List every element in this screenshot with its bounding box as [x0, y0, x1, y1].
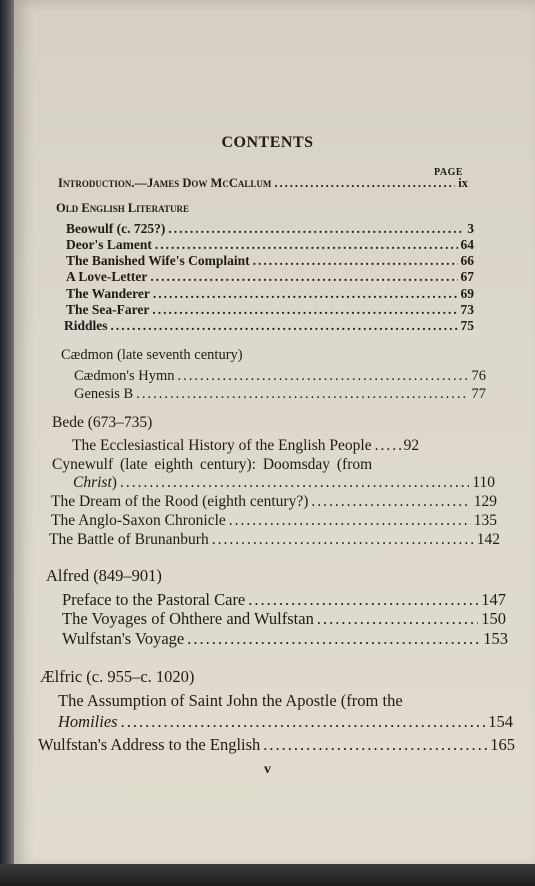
section-heading-caedmon: Cædmon (late seventh century) — [61, 347, 243, 363]
leader-dots — [168, 221, 464, 237]
entry-title: Riddles — [64, 318, 108, 333]
section-heading-old-english: Old English Literature — [56, 201, 190, 215]
toc-entry — [66, 237, 474, 253]
page-column-label: PAGE — [434, 167, 464, 178]
entry-page: 142 — [476, 531, 500, 548]
entry-title: The Sea-Farer — [66, 302, 150, 317]
toc-entry — [38, 735, 515, 755]
entry-title: The Voyages of Ohthere and Wulfstan — [62, 609, 314, 628]
toc-entry — [62, 609, 506, 629]
entry-page: 66 — [460, 253, 474, 268]
leader-dots — [121, 712, 486, 732]
toc-entry — [58, 712, 513, 732]
leader-dots — [274, 176, 455, 191]
entry-page: 64 — [460, 237, 474, 252]
toc-entry — [51, 512, 497, 530]
entry-title: Deor's Lament — [66, 237, 152, 252]
section-heading-aelfric: Ælfric (c. 955–c. 1020) — [40, 667, 195, 686]
entry-title: The Wanderer — [66, 286, 150, 301]
entry-page: 67 — [460, 269, 474, 284]
cynewulf-title-end: ) — [111, 474, 117, 491]
leader-dots — [155, 237, 458, 253]
leader-dots — [212, 531, 474, 549]
entry-page: 76 — [471, 368, 486, 384]
entry-page: 3 — [467, 221, 474, 236]
leader-dots — [120, 474, 469, 492]
entry-title: Wulfstan's Voyage — [62, 629, 185, 648]
entry-title: Cædmon's Hymn — [74, 368, 175, 384]
entry-page: 129 — [473, 493, 497, 510]
toc-entry — [62, 629, 508, 649]
entry-page: 92 — [403, 437, 420, 454]
intro-label: Introduction.—James Dow McCallum — [58, 176, 272, 190]
toc-entry — [64, 318, 474, 334]
leader-dots — [178, 368, 469, 385]
toc-entry — [49, 531, 500, 549]
toc-entry — [74, 368, 486, 385]
aelfric-item-line-1: The Assumption of Saint John the Apostle (from the — [58, 691, 403, 710]
leader-dots — [253, 253, 458, 269]
entry-title: The Battle of Brunanburh — [49, 531, 209, 548]
leader-dots — [229, 512, 471, 530]
entry-page: 75 — [460, 318, 474, 333]
entry-page: 147 — [481, 590, 506, 609]
toc-entry — [51, 493, 497, 511]
leader-dots — [311, 493, 470, 511]
entry-title: Wulfstan's Address to the English — [38, 735, 261, 754]
toc-entry — [74, 386, 486, 403]
leader-dots — [375, 437, 401, 455]
leader-dots — [248, 590, 478, 610]
entry-page: 154 — [488, 712, 513, 731]
entry-title: The Dream of the Rood (eighth century?) — [51, 493, 309, 510]
entry-page: 153 — [483, 629, 508, 648]
entry-page: 110 — [472, 474, 495, 491]
entry-page: 165 — [490, 735, 515, 754]
toc-entry — [72, 437, 492, 455]
leader-dots — [263, 735, 487, 755]
intro-page: ix — [458, 176, 468, 190]
leader-dots — [150, 269, 457, 285]
entry-title: Preface to the Pastoral Care — [62, 590, 246, 609]
toc-entry — [66, 253, 474, 269]
entry-title: The Banished Wife's Complaint — [66, 253, 250, 268]
entry-page: 135 — [473, 512, 497, 529]
leader-dots — [111, 318, 458, 334]
entry-title: A Love-Letter — [66, 269, 148, 284]
entry-page: 69 — [460, 286, 474, 301]
cynewulf-line-1: Cynewulf (late eighth century): Doomsday (from — [52, 456, 373, 473]
toc-entry — [73, 474, 495, 492]
entry-page: 73 — [460, 302, 474, 317]
page-title: CONTENTS — [221, 134, 314, 151]
toc-entry — [62, 590, 506, 610]
intro-entry — [58, 176, 468, 191]
toc-entry — [66, 269, 474, 285]
leader-dots — [187, 629, 480, 649]
toc-entry — [66, 221, 474, 237]
entry-page: 150 — [481, 609, 506, 628]
entry-page: 77 — [471, 386, 486, 402]
toc-entry — [66, 302, 474, 318]
entry-title: The Ecclesiastical History of the English People — [72, 437, 372, 454]
entry-title — [73, 474, 117, 492]
leader-dots — [136, 386, 468, 403]
entry-title: Beowulf (c. 725?) — [66, 221, 166, 236]
book-bottom-edge — [0, 864, 535, 886]
section-heading-bede: Bede (673–735) — [52, 414, 153, 431]
section-heading-alfred: Alfred (849–901) — [46, 566, 162, 585]
leader-dots — [317, 609, 478, 629]
cynewulf-italic-title: Christ — [73, 474, 112, 491]
toc-entry — [66, 286, 474, 302]
leader-dots — [152, 302, 457, 318]
entry-title: The Anglo-Saxon Chronicle — [51, 512, 226, 529]
entry-title: Homilies — [58, 712, 118, 731]
entry-title: Genesis B — [74, 386, 134, 402]
page-number: v — [264, 762, 271, 777]
leader-dots — [153, 286, 458, 302]
